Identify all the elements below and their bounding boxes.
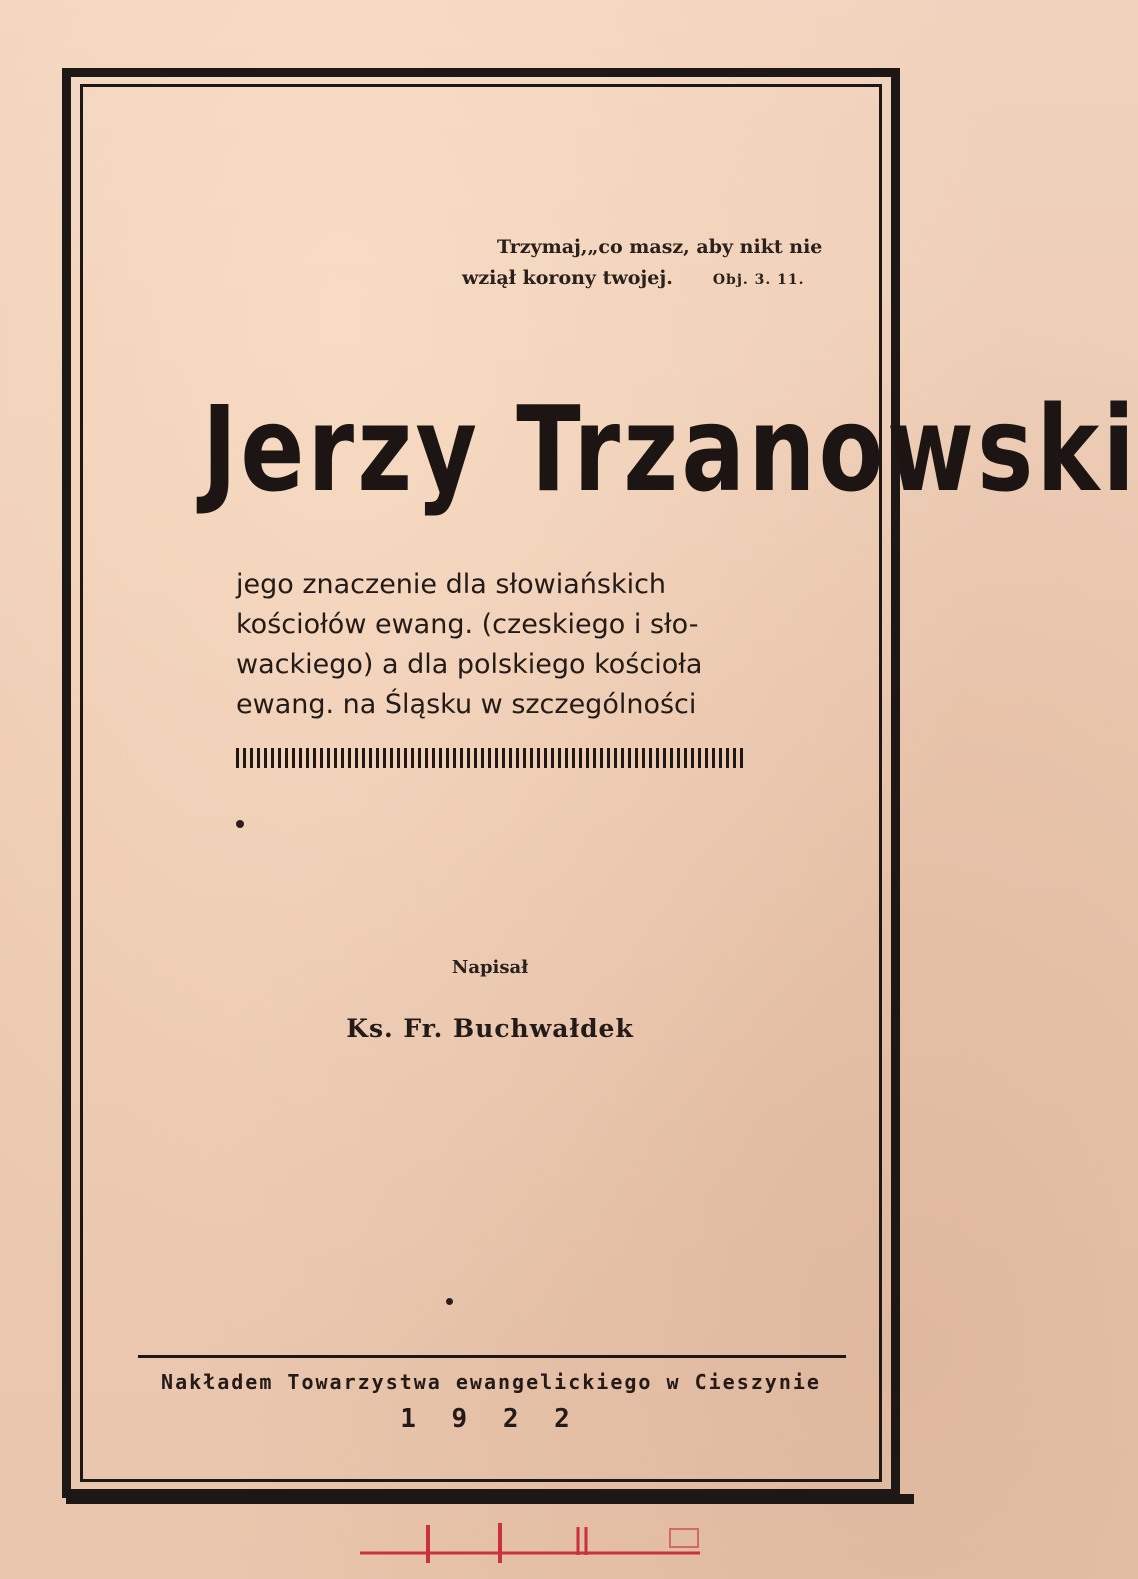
epigraph xyxy=(430,232,850,296)
subtitle-line-4: ewang. na Śląsku w szczególności xyxy=(236,689,697,720)
ink-speck xyxy=(446,1298,453,1305)
frame-bottom-bar xyxy=(66,1494,914,1504)
book-title: Jerzy Trzanowski xyxy=(202,380,1138,518)
subtitle-line-2: kościołów ewang. (czeskiego i sło- xyxy=(236,609,699,640)
decorative-ornament-rule xyxy=(236,748,744,768)
ink-speck xyxy=(236,820,244,828)
subtitle-line-3: wackiego) a dla polskiego kościoła xyxy=(236,649,703,680)
book-subtitle xyxy=(236,565,756,725)
publisher-divider xyxy=(138,1355,846,1358)
publisher-line: Nakładem Towarzystwa ewangelickiego w Cieszynie xyxy=(161,1370,821,1394)
epigraph-line-2-text: wziął korony twojej. xyxy=(462,267,673,289)
library-stamp-mark xyxy=(340,1515,720,1565)
epigraph-line-1: Trzymaj,„co masz, aby nikt nie xyxy=(497,236,823,258)
stamp-mark xyxy=(670,1529,698,1547)
subtitle-line-1: jego znaczenie dla słowiańskich xyxy=(236,569,667,600)
publication-year: 1 9 2 2 xyxy=(400,1404,580,1434)
epigraph-line-2 xyxy=(430,263,850,296)
byline-label: Napisał xyxy=(451,957,529,978)
author-name: Ks. Fr. Buchwałdek xyxy=(346,1014,634,1043)
epigraph-reference: Obj. 3. 11. xyxy=(712,272,805,288)
